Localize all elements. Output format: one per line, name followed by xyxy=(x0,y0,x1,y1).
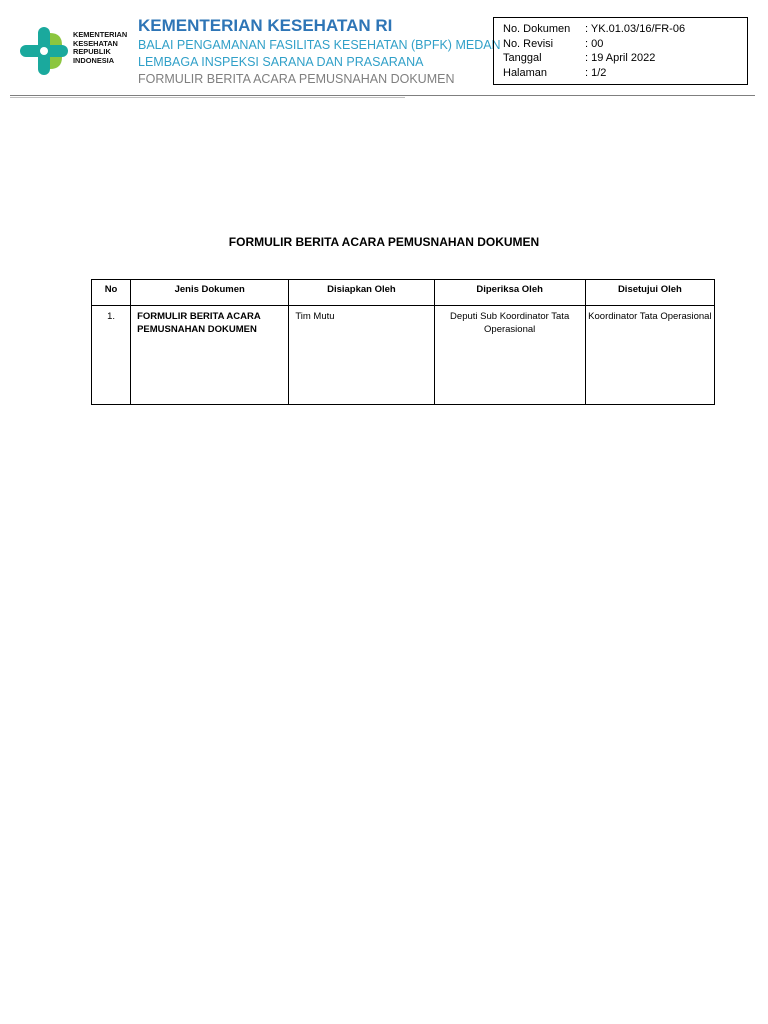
meta-row-revision xyxy=(503,37,747,52)
institution-name: BALAI PENGAMANAN FASILITAS KESEHATAN (BPFK) MEDAN xyxy=(138,38,501,52)
ministry-name: KEMENTERIAN KESEHATAN RI xyxy=(138,16,393,35)
document-title: FORMULIR BERITA ACARA PEMUSNAHAN DOKUMEN xyxy=(228,235,540,249)
header-divider-secondary xyxy=(10,97,405,98)
logo-text: KEMENTERIAN KESEHATAN REPUBLIK INDONESIA xyxy=(73,30,128,65)
cell-disetujui-oleh: Koordinator Tata Operasional xyxy=(585,306,714,405)
ministry-logo xyxy=(18,25,134,77)
meta-value: : 00 xyxy=(585,37,604,50)
table-row xyxy=(92,306,715,405)
col-header-no: No xyxy=(92,280,131,306)
meta-label: No. Revisi xyxy=(503,37,554,50)
col-header-diperiksa-oleh: Diperiksa Oleh xyxy=(434,280,585,306)
col-header-disetujui-oleh: Disetujui Oleh xyxy=(585,280,714,306)
col-header-disiapkan-oleh: Disiapkan Oleh xyxy=(289,280,434,306)
header-divider xyxy=(10,95,755,96)
meta-label: No. Dokumen xyxy=(503,23,571,35)
cell-diperiksa-oleh: Deputi Sub Koordinator Tata Operasional xyxy=(434,306,585,405)
destruction-table xyxy=(91,279,715,405)
meta-row-doc-number xyxy=(503,22,747,37)
meta-value: : 1/2 xyxy=(585,66,607,79)
meta-row-page xyxy=(503,66,747,81)
meta-value: : YK.01.03/16/FR-06 xyxy=(585,23,686,35)
table-header-row xyxy=(92,280,715,306)
meta-row-date xyxy=(503,51,747,66)
cell-disiapkan-oleh: Tim Mutu xyxy=(289,306,434,405)
col-header-jenis-dokumen: Jenis Dokumen xyxy=(131,280,289,306)
meta-label: Halaman xyxy=(503,66,548,79)
form-name: FORMULIR BERITA ACARA PEMUSNAHAN DOKUMEN xyxy=(138,72,455,86)
kemenkes-logo-icon xyxy=(18,25,70,77)
cell-no: 1. xyxy=(92,306,131,405)
meta-label: Tanggal xyxy=(503,52,542,64)
meta-value: : 19 April 2022 xyxy=(585,52,656,64)
unit-name: LEMBAGA INSPEKSI SARANA DAN PRASARANA xyxy=(138,55,424,69)
document-meta-box xyxy=(493,17,748,85)
cell-jenis-dokumen: FORMULIR BERITA ACARA PEMUSNAHAN DOKUMEN xyxy=(131,306,289,405)
